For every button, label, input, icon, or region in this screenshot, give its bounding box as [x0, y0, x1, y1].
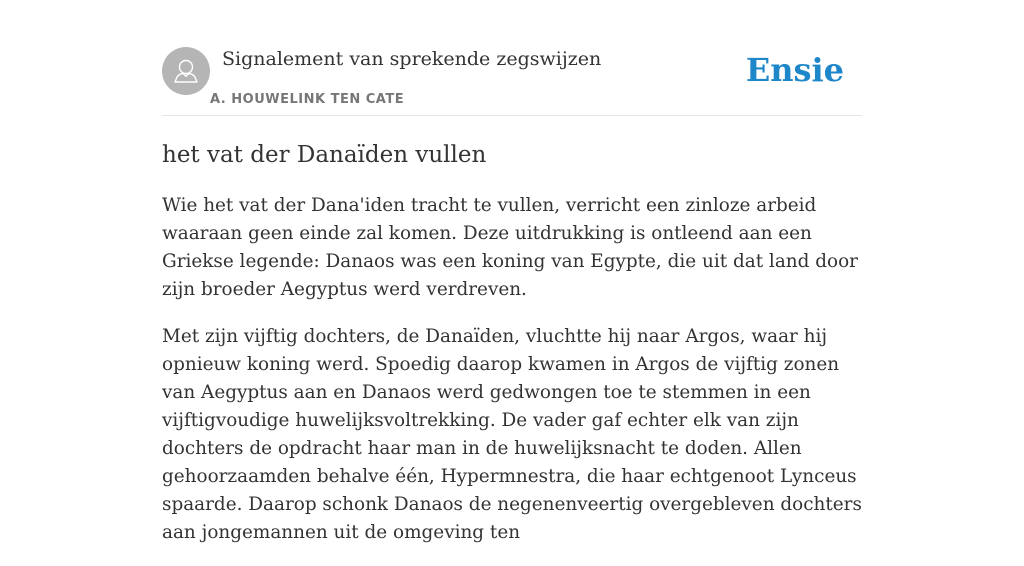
ensie-logo[interactable]: Ensie: [745, 51, 844, 89]
user-icon[interactable]: [162, 47, 210, 95]
book-title[interactable]: Signalement van sprekende zegswijzen: [222, 48, 602, 70]
avatar-figure: [162, 47, 210, 95]
author-name[interactable]: A. HOUWELINK TEN CATE: [210, 92, 405, 107]
header: [162, 46, 862, 116]
paragraph: Wie het vat der Dana'iden tracht te vullen, verricht een zinloze arbeid waaraan geen einde zal komen. Deze uitdrukking is ontleend aan een Griekse legende: Danaos was een koning van Egypte, die uit dat land door zijn broeder Aegyptus werd verdreven.: [162, 195, 858, 300]
entry-body: [162, 192, 862, 566]
paragraph: Met zijn vijftig dochters, de Danaïden, vluchtte hij naar Argos, waar hij opnieuw koning werd. Spoedig daarop kwamen in Argos de vijftig zonen van Aegyptus aan en Danaos werd gedwongen toe te stemmen in een vijftigvoudige huwelijksvoltrekking. De vader gaf echter elk van zijn dochters de opdracht haar man in de huwelijksnacht te doden. Allen gehoorzaamden behalve één, Hypermnestra, die haar echtgenoot Lynceus spaarde. Daarop schonk Danaos de negenenveertig overgebleven dochters aan jongemannen uit de omgeving ten: [162, 326, 862, 543]
entry-title: het vat der Danaïden vullen: [162, 142, 487, 168]
